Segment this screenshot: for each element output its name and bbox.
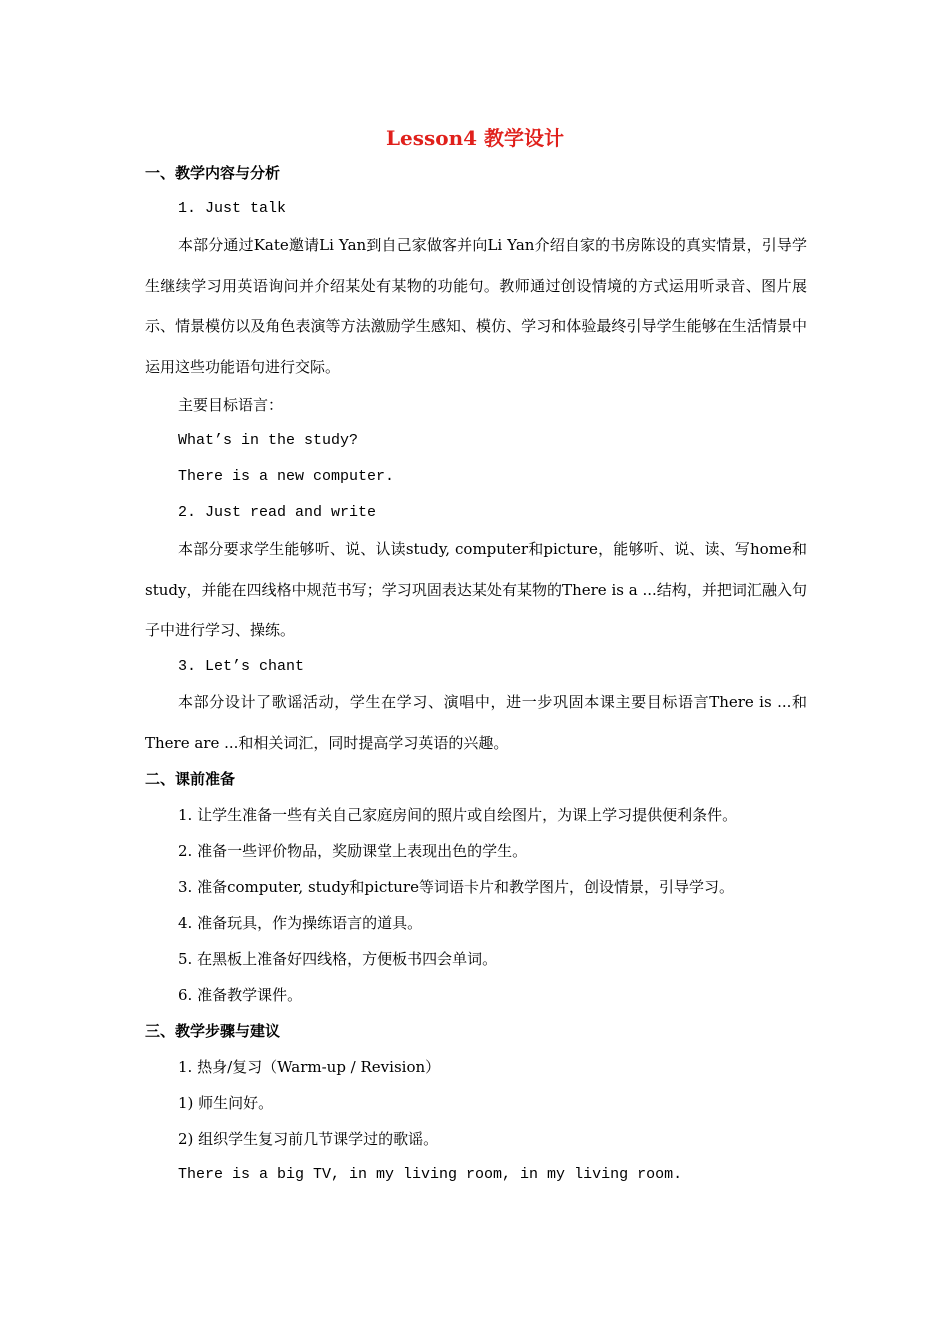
- prep-item-1: 1. 让学生准备一些有关自己家庭房间的照片或自绘图片，为课上学习提供便利条件。: [178, 806, 738, 824]
- paragraph-just-talk: 本部分通过Kate邀请Li Yan到自己家做客并向Li Yan介绍自家的书房陈设的真实情景，引导学生继续学习用英语询问并介绍某处有某物的功能句。教师通过创设情境的方式运用听录音、图片展示、情景模仿以及角色表演等方法激励学生感知、模仿、学习和体验最终引导学生能够在生活情景中运用这些功能语句进行交际。: [145, 236, 807, 376]
- prep-item-5: 5. 在黑板上准备好四线格，方便板书四会单词。: [178, 950, 498, 968]
- item-just-talk: 1. Just talk: [178, 200, 287, 217]
- item-lets-chant: 3. Let’s chant: [178, 658, 305, 675]
- step-sub-review-chant: 2) 组织学生复习前几节课学过的歌谣。: [178, 1130, 439, 1148]
- section-heading-teaching-steps: 三、教学步骤与建议: [145, 1022, 281, 1040]
- target-sentence-2: There is a new computer.: [178, 468, 395, 485]
- chant-line-1: There is a big TV, in my living room, in my living room.: [178, 1166, 683, 1183]
- prep-item-4: 4. 准备玩具，作为操练语言的道具。: [178, 914, 423, 932]
- target-sentence-1: What’s in the study?: [178, 432, 359, 449]
- paragraph-read-and-write: 本部分要求学生能够听、说、认读study, computer和picture，能够听、说、读、写home和study，并能在四线格中规范书写；学习巩固表达某处有某物的There is a ...结构，并把词汇融入句子中进行学习、操练。: [145, 540, 807, 639]
- section-heading-content-analysis: 一、教学内容与分析: [145, 164, 281, 182]
- prep-item-6: 6. 准备教学课件。: [178, 986, 303, 1004]
- prep-item-2: 2. 准备一些评价物品，奖励课堂上表现出色的学生。: [178, 842, 528, 860]
- item-read-and-write: 2. Just read and write: [178, 504, 377, 521]
- step-sub-greeting: 1) 师生问好。: [178, 1094, 274, 1112]
- paragraph-lets-chant: 本部分设计了歌谣活动，学生在学习、演唱中，进一步巩固本课主要目标语言There is ...和There are ...和相关词汇，同时提高学习英语的兴趣。: [145, 693, 807, 752]
- step-warm-up: 1. 热身/复习（Warm-up / Revision）: [178, 1058, 441, 1076]
- prep-item-3: 3. 准备computer, study和picture等词语卡片和教学图片，创设情景，引导学习。: [178, 878, 734, 896]
- section-heading-preparation: 二、课前准备: [145, 770, 236, 788]
- target-language-label: 主要目标语言：: [178, 396, 284, 414]
- document-title: Lesson4 教学设计: [385, 126, 565, 150]
